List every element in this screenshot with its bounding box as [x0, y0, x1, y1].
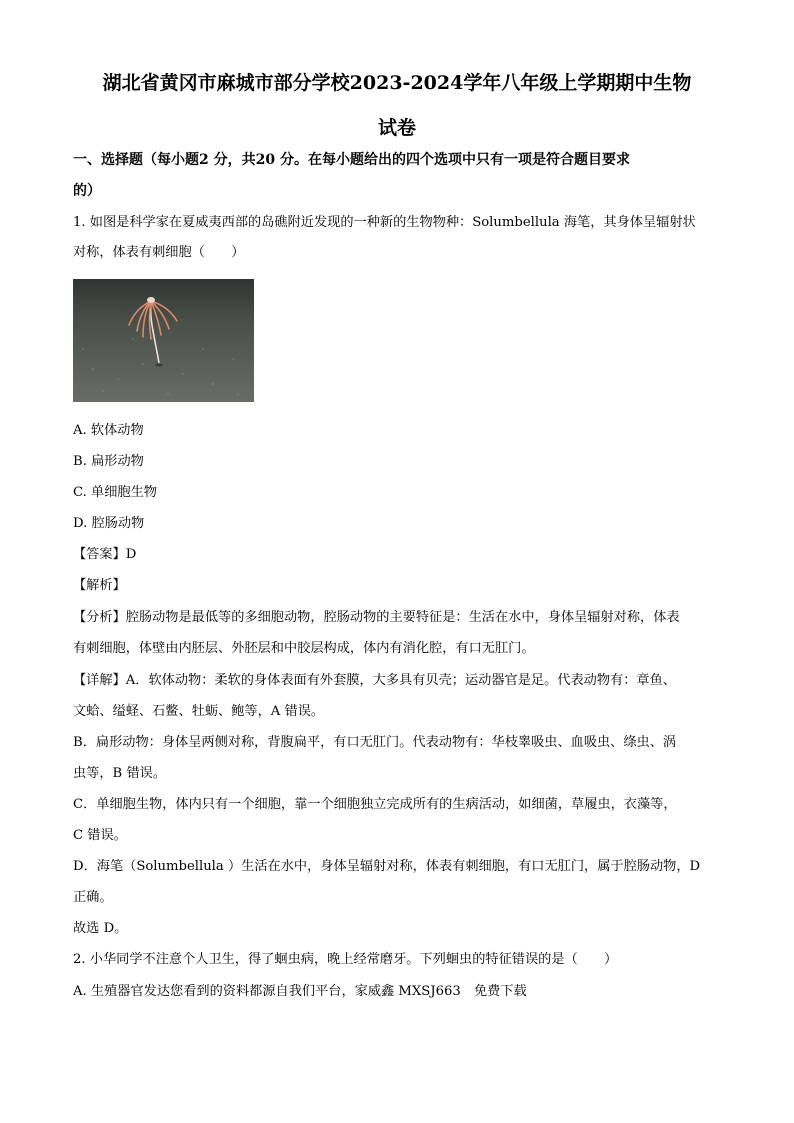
section-heading-line1: 一、选择题（每小题2 分，共20 分。在每小题给出的四个选项中只有一项是符合题目要求: [73, 152, 630, 168]
q1-c-line1: C．单细胞生物，体内只有一个细胞，靠一个细胞独立完成所有的生病活动，如细菌，草履虫，衣藻等，: [73, 797, 677, 812]
q1-stem-line2: 对称，体表有刺细胞（ ）: [73, 245, 245, 260]
q1-b-line2: 虫等，B 错误。: [73, 766, 167, 781]
q1-option-d: D. 腔肠动物: [73, 516, 145, 531]
q2-stem: 2. 小华同学不注意个人卫生，得了蛔虫病，晚上经常磨牙。下列蛔虫的特征错误的是（ ）: [73, 952, 618, 967]
q1-fenxi-line1: 【分析】腔肠动物是最低等的多细胞动物，腔肠动物的主要特征是：生活在水中，身体呈辐射对称，体表: [73, 610, 680, 625]
q1-xiangjie-line2: 文蛤、缢蛏、石鳖、牡蛎、鲍等，A 错误。: [73, 704, 325, 719]
q1-option-c: C. 单细胞生物: [73, 485, 157, 500]
q1-xiangjie-line1: 【详解】A．软体动物：柔软的身体表面有外套膜，大多具有贝壳；运动器官是足。代表动物有：章鱼、: [73, 673, 676, 688]
q1-answer: 【答案】D: [73, 547, 137, 562]
q1-d-line2: 正确。: [73, 890, 113, 905]
q1-conclusion: 故选 D。: [73, 921, 128, 936]
q1-analysis-header: 【解析】: [73, 578, 126, 593]
q1-d-line1: D．海笔（Solumbellula ）生活在水中，身体呈辐射对称，体表有刺细胞，有口无肛门，属于腔肠动物，D: [73, 859, 701, 874]
q1-fenxi-line2: 有刺细胞，体壁由内胚层、外胚层和中胶层构成，体内有消化腔，有口无肛门。: [73, 641, 535, 656]
q1-stem-line1: 1. 如图是科学家在夏威夷西部的岛礁附近发现的一种新的生物物种：Solumbellula 海笔，其身体呈辐射状: [73, 215, 696, 230]
sea-pen-image: [73, 279, 254, 402]
exam-title-line1: 湖北省黄冈市麻城市部分学校2023-2024学年八年级上学期期中生物: [102, 72, 692, 94]
q2-option-a: A. 生殖器官发达您看到的资料都源自我们平台，家威鑫 MXSJ663 免费下载: [73, 984, 527, 999]
sea-pen-photo: [73, 279, 254, 402]
section-heading-line2: 的）: [73, 183, 101, 199]
exam-title-line2: 试卷: [377, 117, 416, 139]
q1-option-b: B. 扁形动物: [73, 454, 144, 469]
q1-c-line2: C 错误。: [73, 828, 127, 843]
q1-b-line1: B．扁形动物：身体呈两侧对称，背腹扁平，有口无肛门。代表动物有：华枝睾吸虫、血吸虫、绦虫、涡: [73, 735, 677, 750]
q1-option-a: A. 软体动物: [73, 423, 144, 438]
